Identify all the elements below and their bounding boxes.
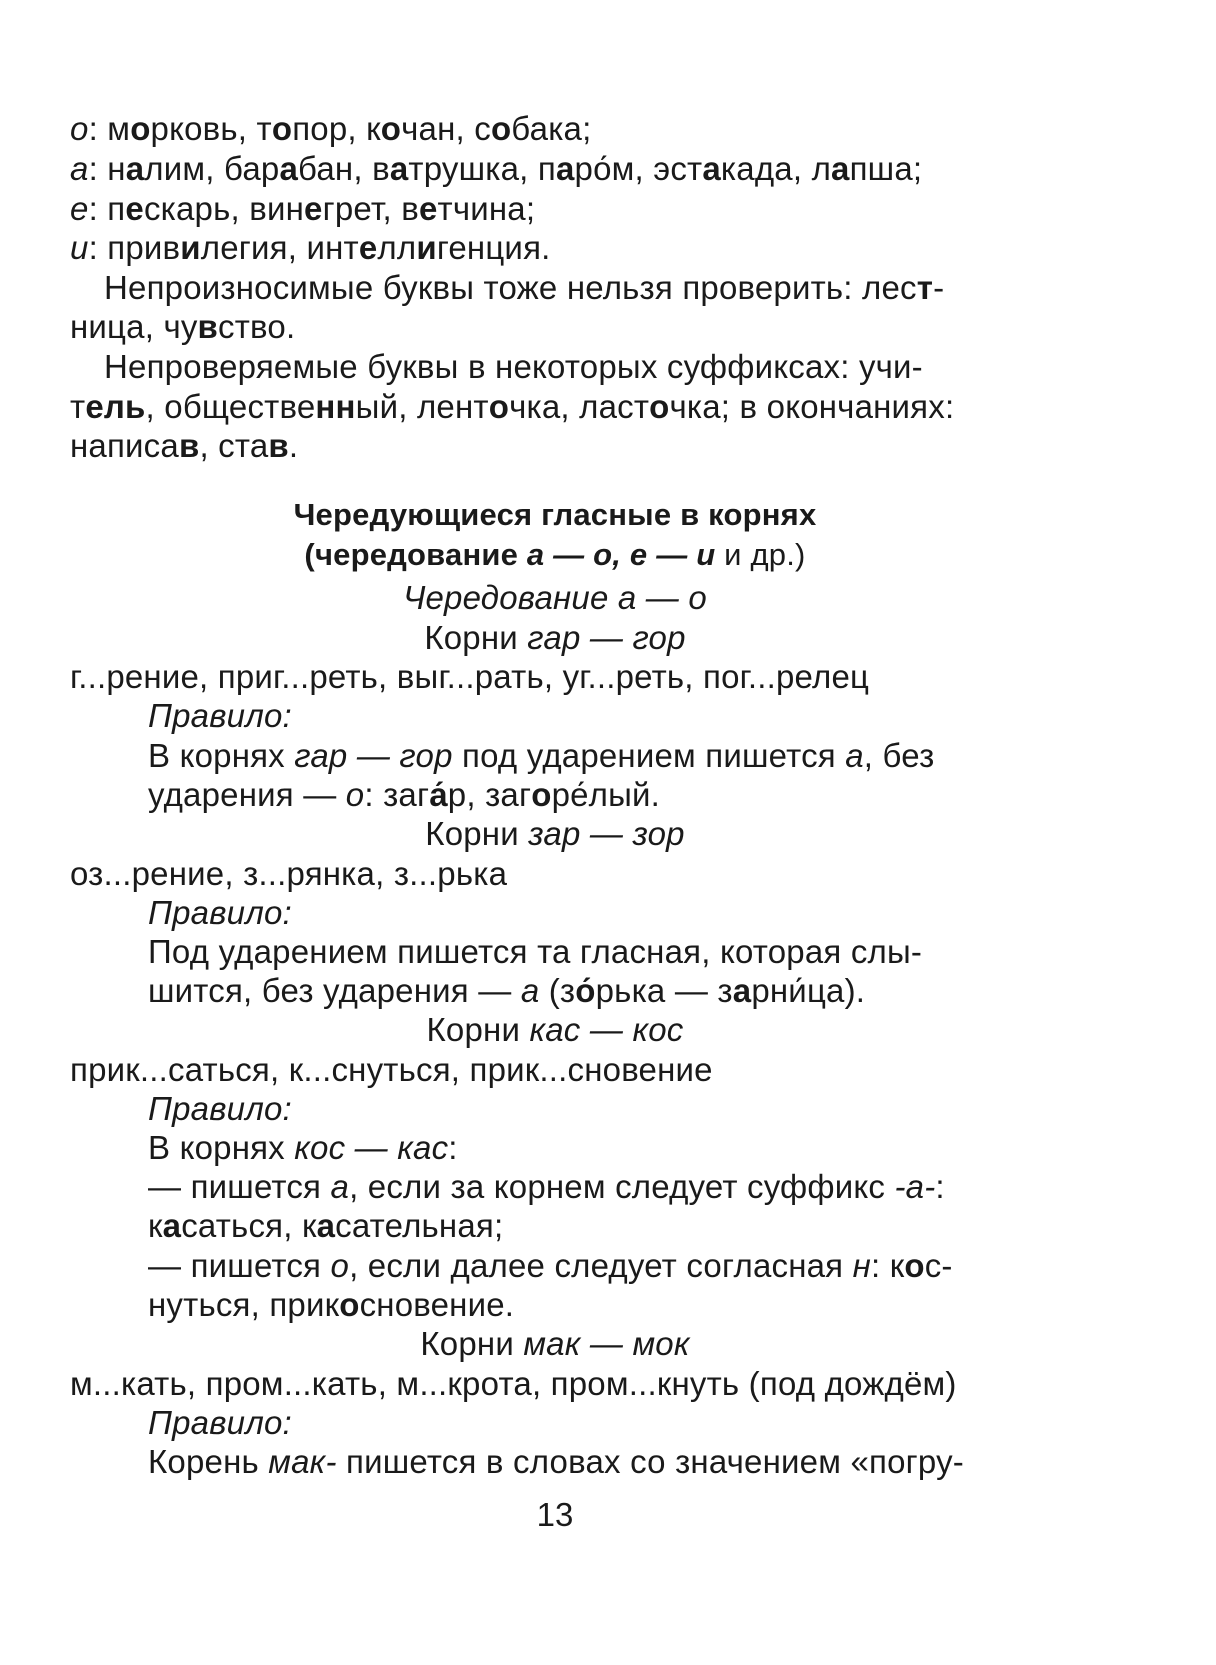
text-line: написав, став. bbox=[70, 427, 299, 464]
rule-text: Под ударением пишется та гласная, которая слы- bbox=[148, 933, 923, 970]
rule-text: — пишется о, если далее следует согласная н: кос- bbox=[148, 1247, 953, 1284]
text-line: тель, общественный, ленточка, ласточка; в окончаниях: bbox=[70, 388, 955, 425]
rule-text: В корнях кос — кас: bbox=[148, 1129, 458, 1166]
text-line: Непроизносимые буквы тоже нельзя проверить: лест- bbox=[104, 269, 945, 306]
rule-text: В корнях гар — гор под ударением пишется а, без bbox=[148, 737, 935, 774]
text-line: о: морковь, топор, кочан, собака; bbox=[70, 110, 592, 147]
rule-text: касаться, касательная; bbox=[148, 1207, 504, 1244]
section-heading: Чередующиеся гласные в корнях bbox=[293, 497, 817, 532]
rule-text: — пишется а, если за корнем следует суффикс -а-: bbox=[148, 1168, 945, 1205]
roots-title: Корни мак — мок bbox=[420, 1325, 690, 1362]
exercise-line: г...рение, приг...реть, выг...рать, уг...реть, пог...релец bbox=[70, 658, 870, 695]
rule-text: Корень мак- пишется в словах со значением «погру- bbox=[148, 1443, 964, 1480]
roots-title: Корни гар — гор bbox=[424, 619, 686, 656]
exercise-line: прик...саться, к...снуться, прик...сновение bbox=[70, 1051, 713, 1088]
text-line: Непроверяемые буквы в некоторых суффиксах: учи- bbox=[104, 348, 923, 385]
rule-text: ударения — о: зага́р, загоре́лый. bbox=[148, 776, 661, 813]
page-number: 13 bbox=[536, 1496, 574, 1533]
section-heading-subtitle: (чередование а — о, е — и и др.) bbox=[304, 537, 806, 572]
exercise-line: оз...рение, з...рянка, з...рька bbox=[70, 855, 508, 892]
text-line: и: привилегия, интеллигенция. bbox=[70, 229, 551, 266]
subsection-title: Чередование а — о bbox=[403, 579, 707, 616]
roots-title: Корни кас — кос bbox=[426, 1011, 684, 1048]
text-line: ница, чувство. bbox=[70, 308, 296, 345]
rule-text: нуться, прикосновение. bbox=[148, 1286, 515, 1323]
exercise-line: м...кать, пром...кать, м...крота, пром...кнуть (под дождём) bbox=[70, 1365, 957, 1402]
text-line: е: пескарь, винегрет, ветчина; bbox=[70, 190, 536, 227]
rule-label: Правило: bbox=[148, 697, 292, 734]
text-line: а: налим, барабан, ватрушка, паро́м, эстакада, лапша; bbox=[70, 150, 923, 187]
rule-label: Правило: bbox=[148, 1090, 292, 1127]
rule-text: шится, без ударения — а (зо́рька — зарни́ца). bbox=[148, 972, 866, 1009]
roots-title: Корни зар — зор bbox=[425, 815, 685, 852]
rule-label: Правило: bbox=[148, 1404, 292, 1441]
rule-label: Правило: bbox=[148, 894, 292, 931]
